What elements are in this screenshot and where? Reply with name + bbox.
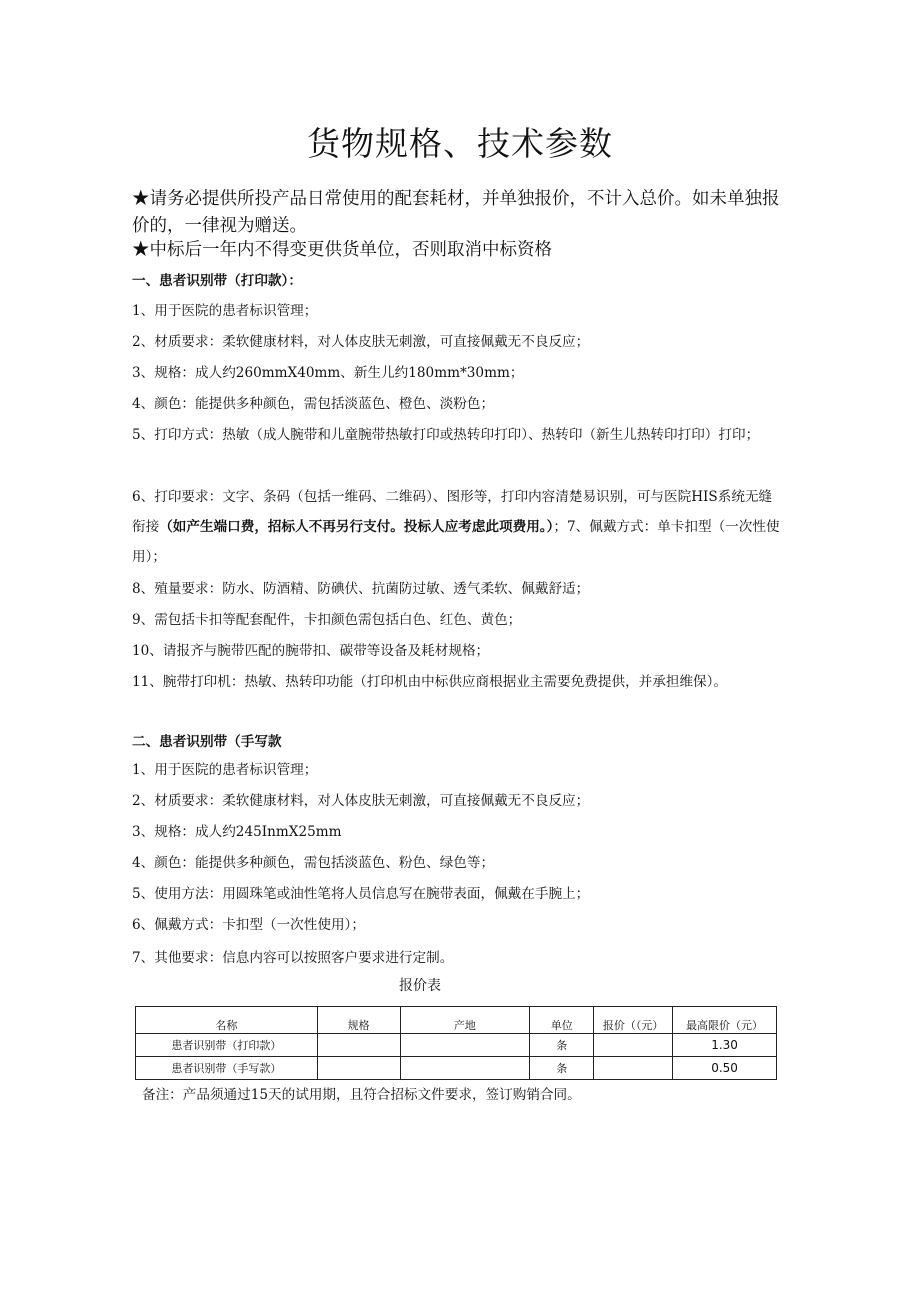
quote-table [135,1006,777,1080]
section2-item: 2、材质要求：柔软健康材料，对人体皮肤无刺激，可直接佩戴无不良反应； [132,793,590,809]
section1-item: 2、材质要求：柔软健康材料，对人体皮肤无刺激，可直接佩戴无不良反应； [132,334,590,350]
header-name: 名称 [136,1007,318,1034]
cell-spec [317,1057,400,1080]
header-max-price: 最高限价（元） [673,1007,777,1034]
notice-supplier: ★中标后一年内不得变更供货单位，否则取消中标资格 [132,240,552,260]
section1-item-text: 6、打印要求：文字、条码（包括一维码、二维码）、图形等，打印内容清楚易识别，可与医院HIS系统无缝衔接 [132,489,773,535]
section1-heading: 一、患者识别带（打印款）： [132,273,302,289]
section1-item: 11、腕带打印机：热敏、热转印功能（打印机由中标供应商根据业主需要免费提供，并承担维保）。 [132,674,728,690]
table-row [136,1057,777,1080]
section1-item: 3、规格：成人约260mmX40mm、新生儿约180mm*30mm； [132,365,524,381]
cell-name: 患者识别带（手写款） [136,1057,318,1080]
cell-spec [317,1034,400,1057]
cell-max-price: 0.50 [673,1057,777,1080]
section1-item: 5、打印方式：热敏（成人腕带和儿童腕带热敏打印或热转印打印）、热转印（新生儿热转印打印）打印； [132,427,760,443]
table-caption: 报价表 [399,978,441,994]
table-row [136,1034,777,1057]
footnote: 备注：产品须通过15天的试用期，且符合招标文件要求，签订购销合同。 [142,1087,581,1103]
page-title: 货物规格、技术参数 [307,124,613,163]
header-unit: 单位 [530,1007,594,1034]
cell-origin [400,1034,530,1057]
section1-item-6 [132,482,782,572]
table-header-row [136,1007,777,1034]
section1-item: 10、请报齐与腕带匹配的腕带扣、碳带等设备及耗材规格； [132,643,490,659]
section2-item: 6、佩戴方式：卡扣型（一次性使用）； [132,917,365,933]
cell-max-price: 1.30 [673,1034,777,1057]
section2-heading: 二、患者识别带（手写款 [132,734,282,750]
cell-unit: 条 [530,1034,594,1057]
section1-item-bold-note: （如产生端口费，招标人不再另行支付。投标人应考虑此项费用。） [159,519,554,535]
cell-name: 患者识别带（打印款） [136,1034,318,1057]
section1-item: 8、殖量要求：防水、防酒精、防碘伏、抗菌防过敏、透气柔软、佩戴舒适； [132,581,590,597]
section2-item: 5、使用方法：用圆珠笔或油性笔将人员信息写在腕带表面，佩戴在手腕上； [132,886,590,902]
section2-item: 4、颜色：能提供多种颜色，需包括淡蓝色、粉色、绿色等； [132,855,495,871]
header-spec: 规格 [317,1007,400,1034]
section1-item: 4、颜色：能提供多种颜色，需包括淡蓝色、橙色、淡粉色； [132,396,495,412]
section1-item-text: ；7、佩戴方式：单卡扣型（一次性使用）； [132,519,780,565]
cell-unit: 条 [530,1057,594,1080]
section1-item: 9、需包括卡扣等配套配件，卡扣颜色需包括白色、红色、黄色； [132,612,522,628]
section2-item: 3、规格：成人约245InmX25mm [132,824,342,840]
cell-quote [594,1034,673,1057]
cell-origin [400,1057,530,1080]
header-origin: 产地 [400,1007,530,1034]
section2-item: 1、用于医院的患者标识管理； [132,762,318,778]
section2-item: 7、其他要求：信息内容可以按照客户要求进行定制。 [132,950,454,966]
section1-item: 1、用于医院的患者标识管理； [132,303,318,319]
cell-quote [594,1057,673,1080]
notice-consumables: ★请务必提供所投产品日常使用的配套耗材，并单独报价，不计入总价。如未单独报价的，一律视为赠送。 [132,189,780,236]
header-quote: 报价（（元） [594,1007,673,1034]
